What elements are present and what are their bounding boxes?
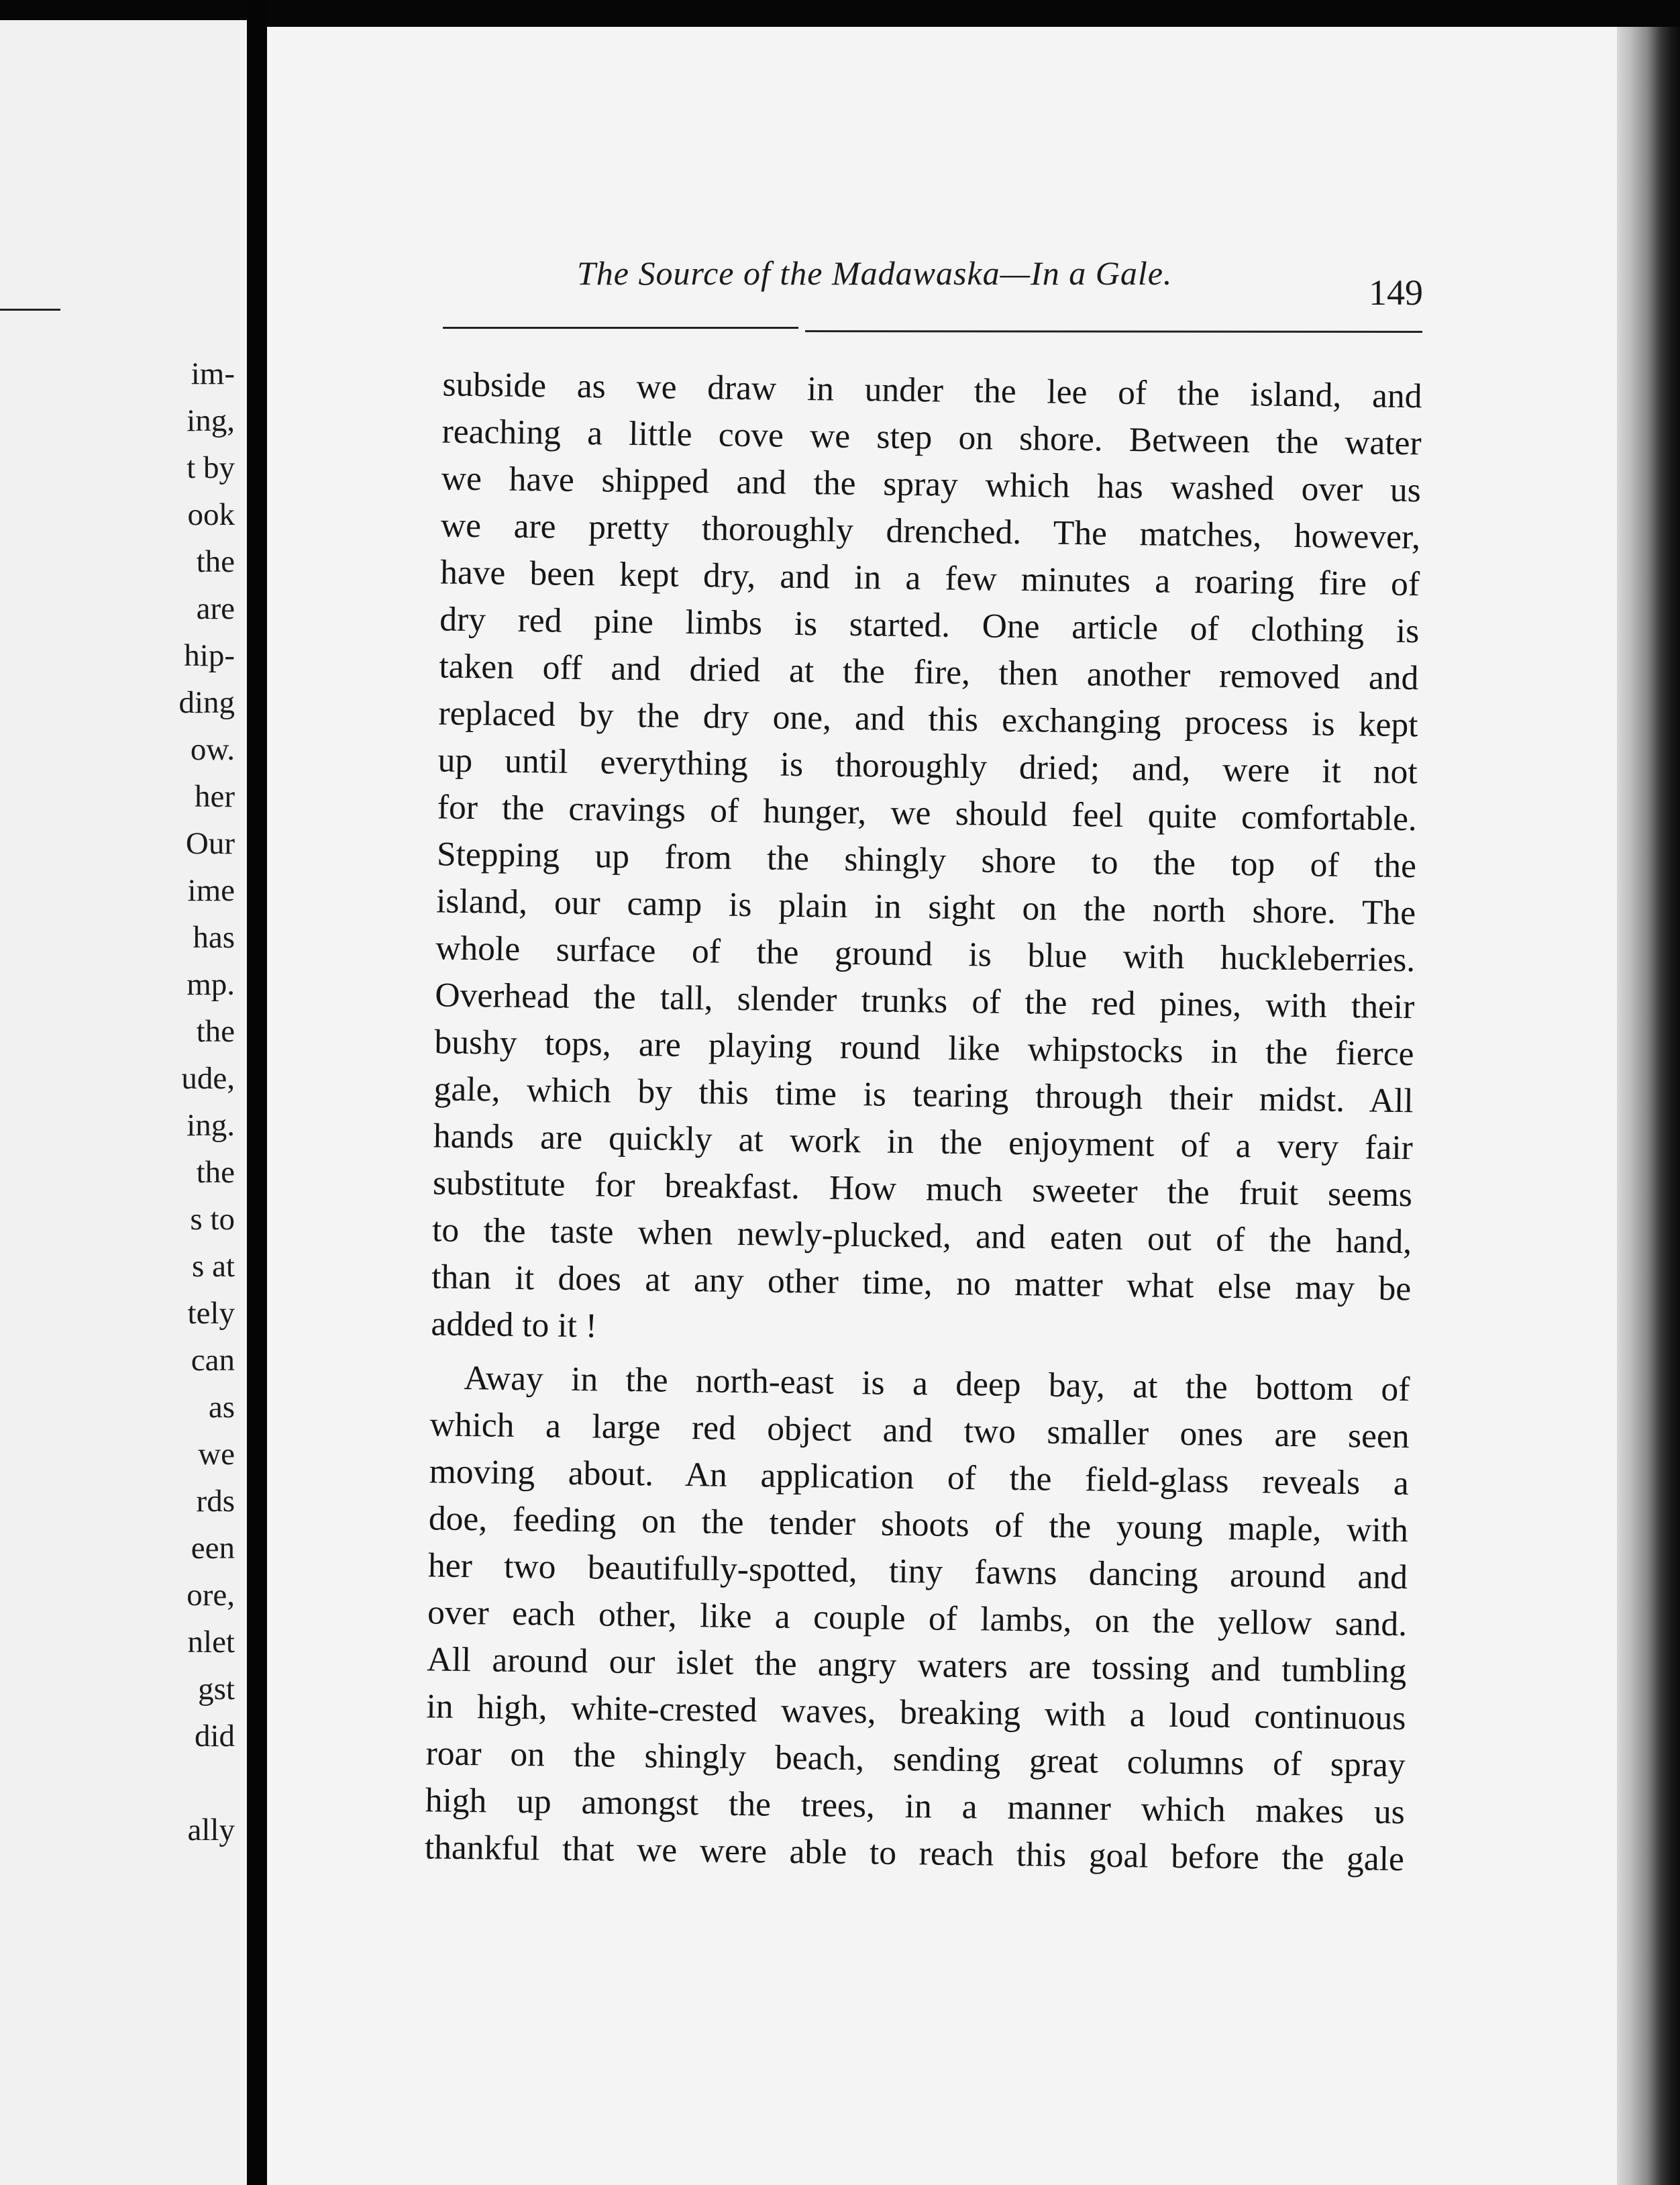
left-page-line-fragment: s to [190,1202,235,1237]
left-page-line-fragment: rds [196,1484,235,1519]
page-number: 149 [1369,272,1423,313]
text-line: substitute for breakfast. How much sweeter the fruit seems [432,1164,1413,1215]
left-page-line-fragment: een [191,1531,235,1566]
text-line: thankful that we were able to reach this goal before the gale [424,1828,1405,1879]
left-page-rule [0,309,60,311]
page-edge-shadow [1617,27,1680,2185]
text-line: up until everything is thoroughly dried; and, were it not [437,741,1418,792]
paragraph-2 [398,1354,1410,1883]
text-line: taken off and dried at the fire, then another removed and [439,647,1419,698]
left-page-line-fragment: gst [198,1672,235,1707]
text-line: than it does at any other time, no matter what else may be [431,1258,1412,1309]
left-page-line-fragment: t by [187,450,235,485]
running-head: The Source of the Madawaska—In a Gale. [577,254,1173,292]
left-page-line-fragment: her [194,779,235,814]
left-page-line-fragment: has [193,920,235,955]
header-rule [443,327,798,329]
left-page-line-fragment: ding [178,685,235,720]
text-line: gale, which by this time is tearing through their midst. All [433,1070,1414,1121]
left-page-line-fragment: ing, [187,403,235,438]
left-page-line-fragment: the [196,1155,235,1190]
text-line: hands are quickly at work in the enjoyment of a very fair [433,1117,1414,1168]
left-page-line-fragment: did [194,1719,235,1754]
text-line: Stepping up from the shingly shore to the top of the [436,835,1417,886]
book-gutter [247,0,267,2185]
text-line: Away in the north-east is a deep bay, at the bottom of [464,1358,1410,1409]
left-page-line-fragment: ook [187,497,235,532]
text-line: have been kept dry, and in a few minutes a roaring fire of [439,553,1420,604]
left-page-line-fragment: can [191,1343,235,1378]
left-page-line-fragment: ude, [181,1061,235,1096]
text-line: high up amongst the trees, in a manner which makes us [425,1781,1406,1832]
left-page-line-fragment: the [196,1014,235,1049]
left-page-line-fragment: s at [192,1249,235,1284]
left-page [0,20,247,2185]
text-line: which a large red object and two smaller ones are seen [429,1405,1410,1456]
body-text [398,361,1422,1883]
text-line: dry red pine limbs is started. One article of clothing is [439,600,1420,651]
left-page-line-fragment: tely [187,1296,235,1331]
left-page-line-fragment: im- [191,356,235,391]
text-line: we are pretty thoroughly drenched. The matches, however, [440,506,1421,557]
left-page-line-fragment: nlet [187,1625,235,1660]
text-line: over each other, like a couple of lambs, on the yellow sand. [427,1593,1408,1644]
text-line: roar on the shingly beach, sending great columns of spray [425,1734,1406,1785]
left-page-line-fragment: ore, [187,1578,235,1613]
left-page-line-fragment: hip- [184,638,235,673]
text-line: to the taste when newly-plucked, and eaten out of the hand, [431,1211,1412,1262]
text-line: her two beautifully-spotted, tiny fawns dancing around and [427,1546,1408,1597]
text-line: we have shipped and the spray which has washed over us [441,459,1422,510]
text-line: Overhead the tall, slender trunks of the red pines, with their [435,976,1415,1027]
paragraph-1 [404,361,1422,1360]
left-page-line-fragment: ow. [190,732,235,767]
text-line: whole surface of the ground is blue with huckleberries. [435,929,1416,980]
left-page-line-fragment: ally [187,1813,235,1847]
left-page-line-fragment: ime [187,873,235,908]
text-line: in high, white-crested waves, breaking with a loud continuous [426,1687,1406,1738]
left-page-line-fragment: as [208,1390,235,1425]
text-line: subside as we draw in under the lee of the island, and [442,365,1422,416]
text-line: added to it ! [431,1305,598,1345]
text-line: All around our islet the angry waters are tossing and tumbling [427,1640,1407,1691]
text-line: island, our camp is plain in sight on the north shore. The [435,882,1416,933]
left-page-line-fragment: ing. [187,1108,235,1143]
text-line: reaching a little cove we step on shore. Between the water [441,412,1422,463]
text-line: replaced by the dry one, and this exchanging process is kept [438,694,1418,745]
text-line: for the cravings of hunger, we should feel quite comfortable. [437,788,1418,839]
text-line: bushy tops, are playing round like whipstocks in the fierce [434,1023,1414,1074]
left-page-line-fragment: are [196,591,235,626]
left-page-line-fragment: Our [185,826,235,861]
text-line: moving about. An application of the field-glass reveals a [429,1452,1410,1503]
left-page-line-fragment: mp. [187,967,235,1002]
left-page-line-fragment: the [196,544,235,579]
left-page-line-fragment: we [198,1437,235,1472]
text-line: doe, feeding on the tender shoots of the young maple, with [428,1499,1409,1550]
